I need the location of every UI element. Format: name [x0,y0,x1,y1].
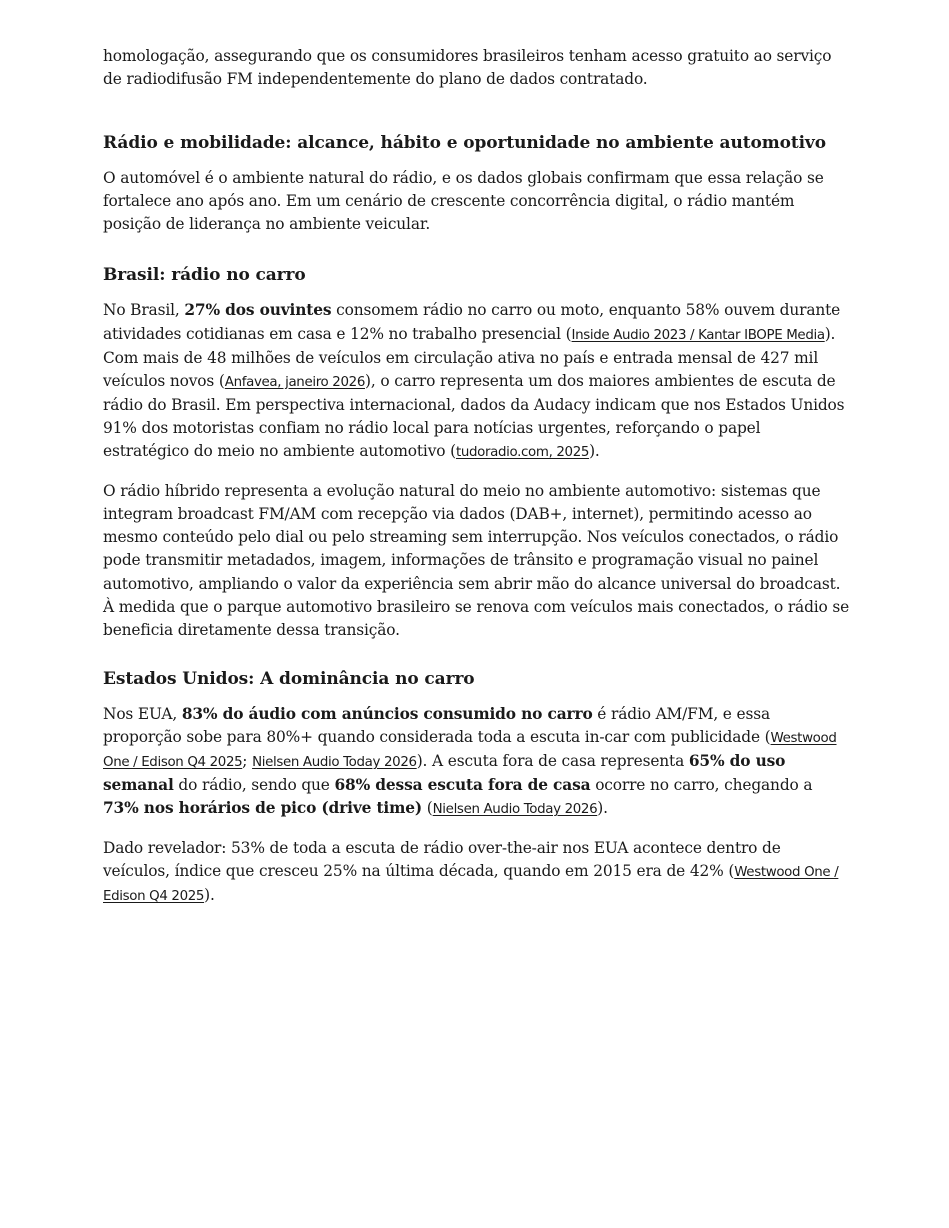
source-link-nielsen[interactable]: Nielsen Audio Today 2026 [432,802,598,818]
text-run: consomem rádio no carro ou moto, enquanto 58% ouvem durante atividades cotidianas em casa e 12% no trabalho presencial ( [103,301,841,343]
text-run: é rádio AM/FM, e essa proporção sobe para 80%+ quando considerada toda a escuta in-car com publicidade ( [103,704,771,746]
text-run: ). [597,799,608,818]
text-run: ). A escuta fora de casa representa [416,751,689,770]
text-run: ). Com mais de 48 milhões de veículos em circulação ativa no país e entrada mensal de 427 mil veículos novos ( [103,324,836,390]
text-run: ). [589,442,600,461]
text-run: Dado revelador: 53% de toda a escuta de rádio over-the-air nos EUA acontece dentro de veículos, índice que cresceu 25% na última década, quando em 2015 era de 42% ( [103,839,781,881]
brasil-paragraph-1 [103,299,851,464]
text-run: do rádio, sendo que [173,776,335,795]
source-link-tudoradio[interactable]: tudoradio.com, 2025 [455,445,590,461]
text-run: Nos EUA, [103,704,182,723]
bold-stat: 68% dessa escuta fora de casa [334,776,591,795]
text-run: ; [242,751,253,770]
text-run: No Brasil, [103,301,185,320]
source-link-kantar[interactable]: Inside Audio 2023 / Kantar IBOPE Media [571,327,825,343]
text-run: ocorre no carro, chegando a [590,776,813,795]
bold-stat: 27% dos ouvintes [184,301,332,320]
source-link-anfavea[interactable]: Anfavea, janeiro 2026 [224,374,365,390]
source-link-nielsen[interactable]: Nielsen Audio Today 2026 [252,754,417,770]
bold-stat: 73% nos horários de pico (drive time) [103,799,423,818]
text-run: ( [422,799,433,818]
mobility-paragraph: O automóvel é o ambiente natural do rádio, e os dados globais confirmam que essa relação se fortalece ano após ano. Em um cenário de crescente concorrência digital, o rádio mantém posição de liderança no ambiente veicular. [103,169,824,234]
brasil-paragraph-2: O rádio híbrido representa a evolução natural do meio no ambiente automotivo: sistemas que integram broadcast FM/AM com recepção via dados (DAB+, internet), permitindo acesso ao mesmo conteúdo pelo dial ou pelo streaming sem interrupção. Nos veículos conectados, o rádio pode transmitir metadados, imagem, informações de trânsito e programação visual no painel automotivo, ampliando o valor da experiência sem abrir mão do alcance universal do broadcast. À medida que o parque automotivo brasileiro se renova com veículos mais conectados, o rádio se beneficia diretamente dessa transição. [103,482,850,639]
text-run: ). [204,886,215,905]
section-heading-mobility: Rádio e mobilidade: alcance, hábito e oportunidade no ambiente automotivo [103,133,826,154]
intro-paragraph: homologação, assegurando que os consumidores brasileiros tenham acesso gratuito ao serviço de radiodifusão FM independentemente do plano de dados contratado. [103,47,832,89]
eua-paragraph-1 [103,703,851,821]
bold-stat: 83% do áudio com anúncios consumido no carro [181,704,593,723]
section-heading-brasil: Brasil: rádio no carro [103,265,306,286]
bold-stat: 65% do uso semanal [103,751,786,795]
section-heading-eua: Estados Unidos: A dominância no carro [103,668,475,689]
document-body [103,45,851,909]
text-run: ), o carro representa um dos maiores ambientes de escuta de rádio do Brasil. Em perspectiva internacional, dados da Audacy indicam que nos Estados Unidos 91% dos motoristas confiam no rádio local para notícias urgentes, reforçando o papel estratégico do meio no ambiente automotivo ( [103,371,845,461]
eua-paragraph-2 [103,837,851,908]
source-link-westwood-edison[interactable]: Westwood One / Edison Q4 2025 [103,730,837,770]
source-link-westwood-edison[interactable]: Westwood One / Edison Q4 2025 [103,865,839,905]
